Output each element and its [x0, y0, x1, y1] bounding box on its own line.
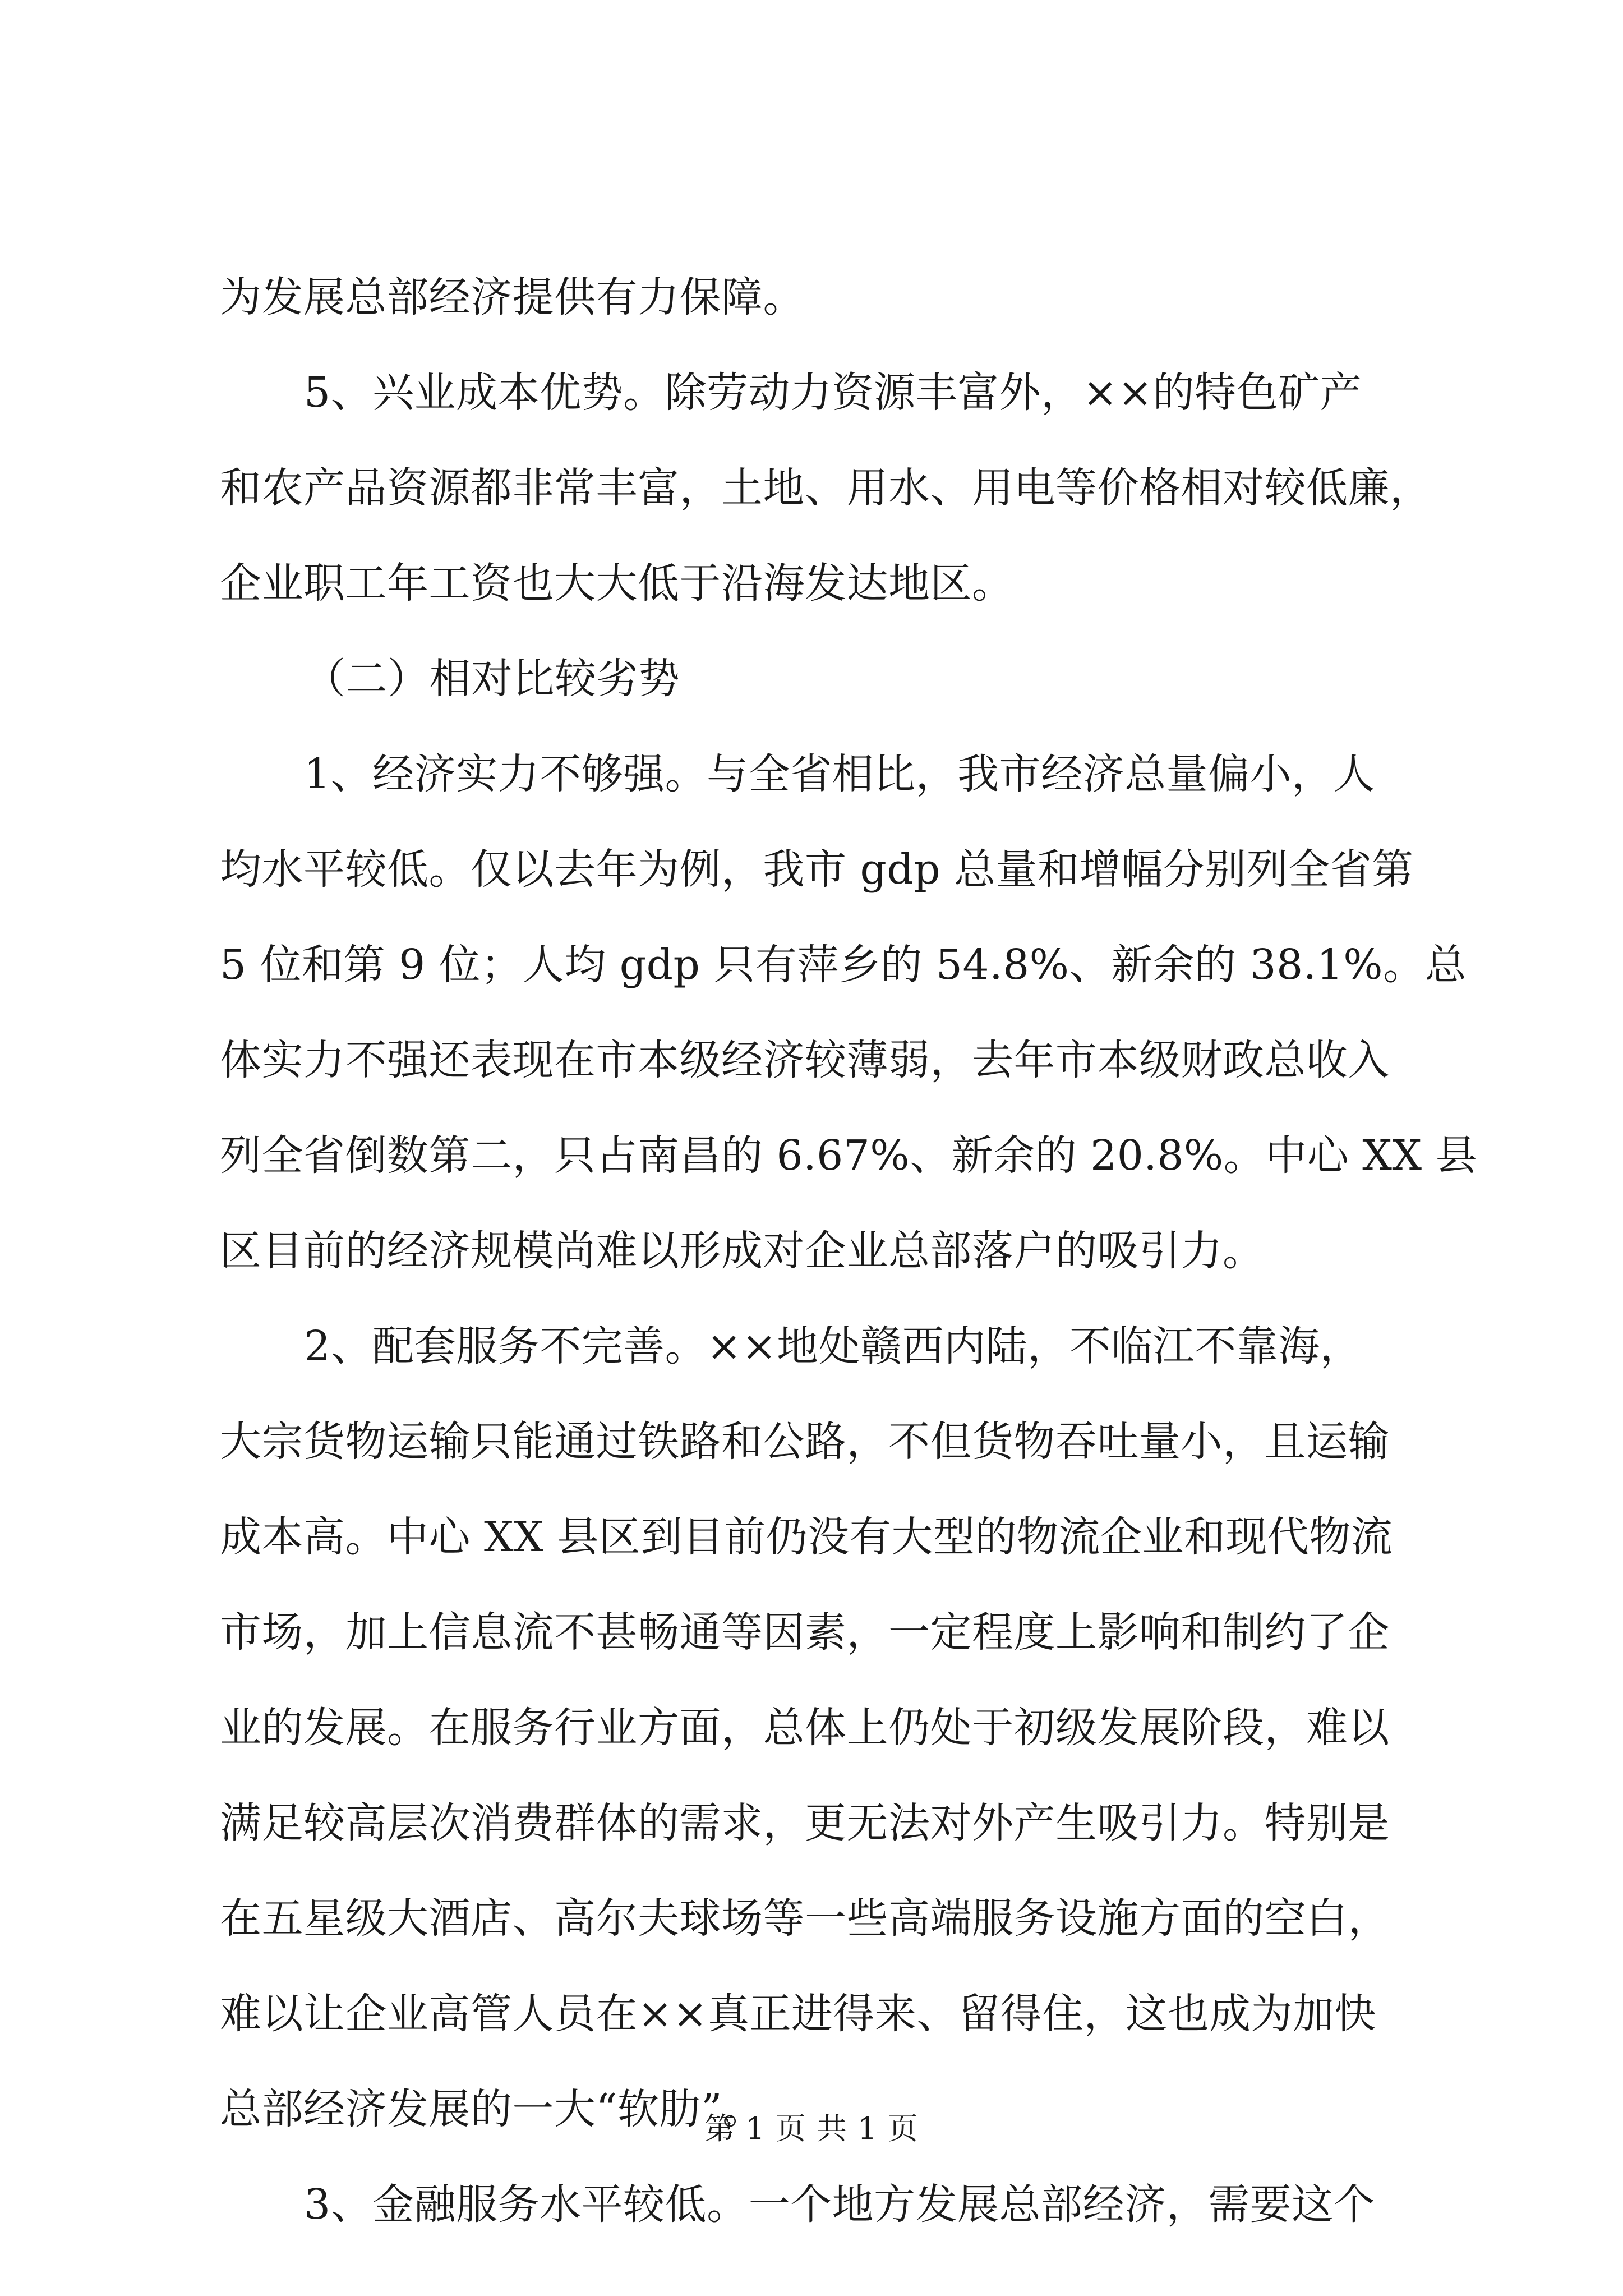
text-line: 列全省倒数第二，只占南昌的 6.67%、新余的 20.8%。中心 XX 县 — [220, 1131, 1478, 1180]
text-line: 企业职工年工资也大大低于沿海发达地区。 — [220, 559, 1014, 608]
text-line: 成本高。中心 XX 县区到目前仍没有大型的物流企业和现代物流 — [220, 1513, 1393, 1561]
section-heading: （二）相对比较劣势 — [304, 655, 680, 703]
paragraph-heading-1: 1、经济实力不够强。与全省相比，我市经济总量偏小，人 — [304, 750, 1376, 798]
text-line: 区目前的经济规模尚难以形成对企业总部落户的吸引力。 — [220, 1227, 1265, 1275]
paragraph-heading-3: 3、金融服务水平较低。一个地方发展总部经济，需要这个 — [304, 2180, 1376, 2229]
text-line: 大宗货物运输只能通过铁路和公路，不但货物吞吐量小，且运输 — [220, 1418, 1390, 1466]
text-line: 市场，加上信息流不甚畅通等因素，一定程度上影响和制约了企 — [220, 1608, 1390, 1657]
text-line: 业的发展。在服务行业方面，总体上仍处于初级发展阶段，难以 — [220, 1704, 1390, 1752]
text-line: 难以让企业高管人员在××真正进得来、留得住，这也成为加快 — [220, 1990, 1377, 2038]
text-line: 满足较高层次消费群体的需求，更无法对外产生吸引力。特别是 — [220, 1799, 1390, 1847]
text-line: 均水平较低。仅以去年为例，我市 gdp 总量和增幅分别列全省第 — [220, 845, 1414, 894]
text-line: 和农产品资源都非常丰富，土地、用水、用电等价格相对较低廉， — [220, 464, 1432, 512]
text-line: 总部经济发展的一大“软肋”。 — [220, 2085, 764, 2133]
page-footer: 第 1 页 共 1 页 — [704, 2111, 919, 2146]
text-line: 体实力不强还表现在市本级经济较薄弱，去年市本级财政总收入 — [220, 1036, 1390, 1084]
paragraph-heading-2: 2、配套服务不完善。××地处赣西内陆，不临江不靠海， — [304, 1322, 1362, 1370]
text-line: 为发展总部经济提供有力保障。 — [220, 273, 805, 321]
paragraph-heading-5: 5、兴业成本优势。除劳动力资源丰富外，××的特色矿产 — [304, 369, 1362, 417]
text-line: 在五星级大酒店、高尔夫球场等一些高端服务设施方面的空白， — [220, 1894, 1390, 1943]
text-line: 5 位和第 9 位；人均 gdp 只有萍乡的 54.8%、新余的 38.1%。总 — [220, 941, 1467, 989]
